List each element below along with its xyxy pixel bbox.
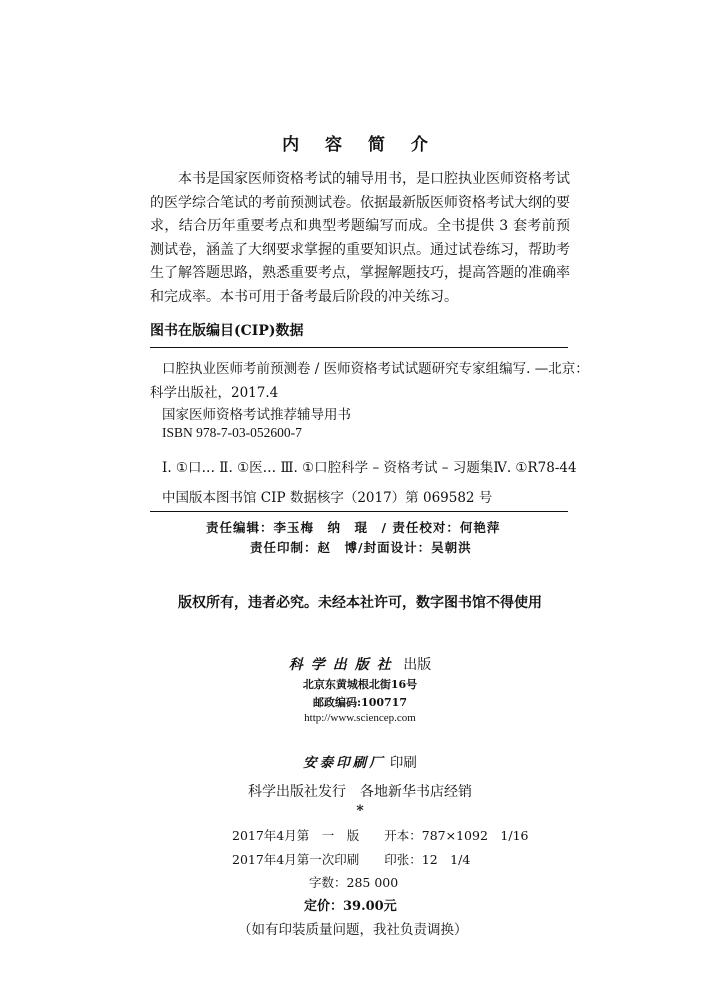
publisher-url: http://www.sciencep.com <box>304 712 416 724</box>
quality-notice: （如有印装质量问题，我社负责调换） <box>238 922 468 938</box>
publisher-name: 科学出版社 <box>288 657 399 673</box>
publisher-postcode: 邮政编码:100717 <box>313 696 407 709</box>
cip-top-rule <box>150 347 568 348</box>
price: 定价：39.00元 <box>304 899 397 914</box>
printer-name: 安泰印刷厂 <box>303 755 386 771</box>
publisher-line <box>0 654 720 674</box>
editors-line-2: 责任印制：赵 博/封面设计：吴朝洪 <box>250 540 472 555</box>
publisher-suffix: 出版 <box>403 657 432 673</box>
cip-series-line: 国家医师资格考试推荐辅导用书 <box>162 407 351 423</box>
cip-isbn: ISBN 978-7-03-052600-7 <box>162 425 302 440</box>
printer-line <box>0 751 720 771</box>
distribution-line: 科学出版社发行 各地新华书店经销 <box>248 784 472 800</box>
page-title: 内 容 简 介 <box>282 135 438 155</box>
cip-heading: 图书在版编目(CIP)数据 <box>150 323 304 339</box>
cip-record-number: 中国版本图书馆 CIP 数据核字（2017）第 069582 号 <box>162 490 493 506</box>
publisher-address: 北京东黄城根北街16号 <box>302 678 418 691</box>
copyright-notice: 版权所有，违者必究。未经本社许可，数字图书馆不得使用 <box>178 595 542 611</box>
printing-sheets-line: 2017年4月第一次印刷 印张：12 1/4 <box>232 852 471 867</box>
cip-title-line: 口腔执业医师考前预测卷 / 医师资格考试试题研究专家组编写. —北京： <box>162 361 589 377</box>
cip-bottom-rule <box>150 511 568 512</box>
printer-suffix: 印刷 <box>389 755 417 771</box>
word-count: 字数：285 000 <box>309 875 399 890</box>
cip-classification: Ⅰ. ①口… Ⅱ. ①医… Ⅲ. ①口腔科学 – 资格考试 – 习题集Ⅳ. ①R78-44 <box>162 460 577 476</box>
edition-format-line: 2017年4月第 一 版 开本：787×1092 1/16 <box>232 828 529 843</box>
separator-star: * <box>356 803 364 819</box>
editors-line-1: 责任编辑：李玉梅 纳 琨 / 责任校对：何艳萍 <box>206 520 501 535</box>
intro-paragraph: 本书是国家医师资格考试的辅导用书，是口腔执业医师资格考试的医学综合笔试的考前预测试卷。依据最新版医师资格考试大纲的要求，结合历年重要考点和典型考题编写而成。全书提供 3 套考前预测试卷，涵盖了大纲要求掌握的重要知识点。通过试卷练习，帮助考生了解答题思路，熟悉重要考点，掌握解题技巧，提高答题的准确率和完成率。本书可用于备考最后阶段的冲关练习。 <box>150 171 570 305</box>
cip-publisher-line: 科学出版社，2017.4 <box>150 385 279 401</box>
